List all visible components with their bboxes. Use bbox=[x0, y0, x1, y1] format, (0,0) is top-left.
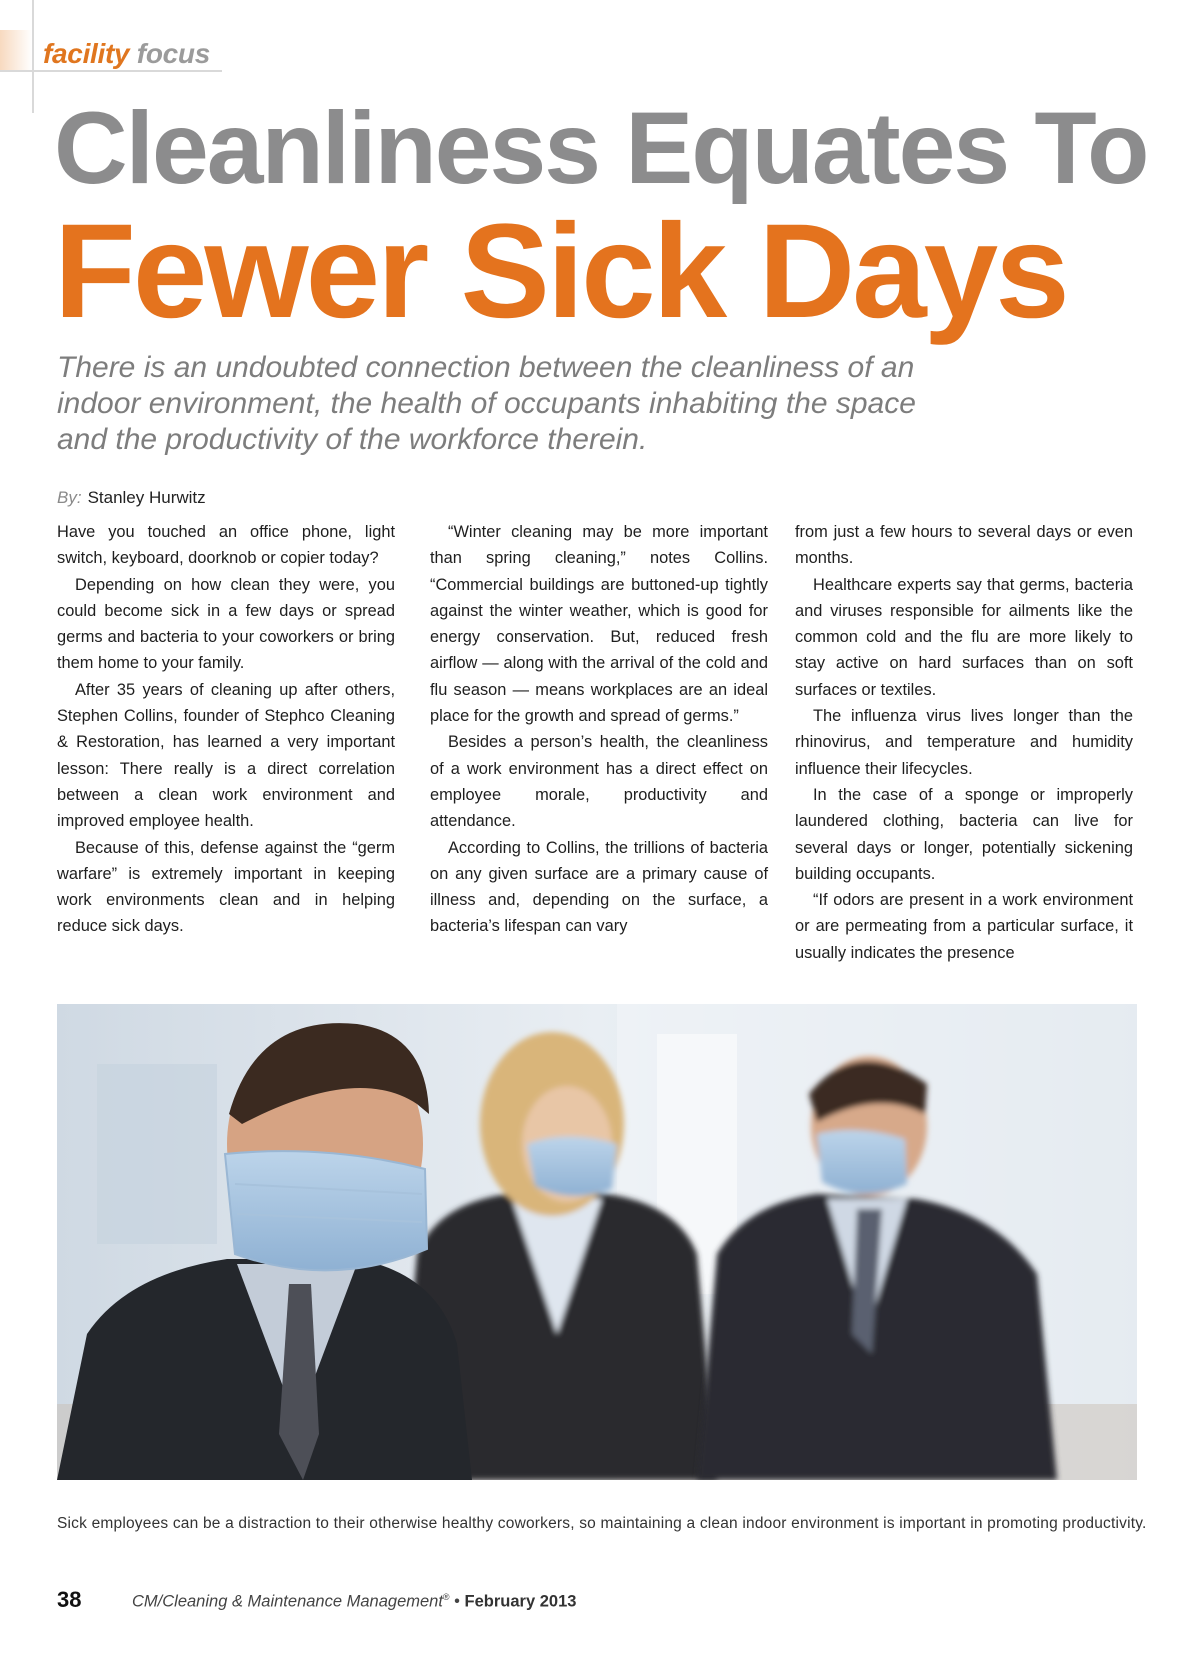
footer-separator: • bbox=[454, 1592, 460, 1611]
corner-accent-fade bbox=[0, 30, 32, 71]
section-label-word2: focus bbox=[136, 38, 210, 69]
paragraph: The influenza virus lives longer than the rhinovirus, and temperature and humidity influence their lifecycles. bbox=[795, 707, 1133, 778]
paragraph: from just a few hours to several days or even months. bbox=[795, 523, 1133, 568]
publication-footer bbox=[132, 1592, 576, 1612]
headline-line2: Fewer Sick Days bbox=[54, 197, 1067, 346]
byline-prefix: By: bbox=[57, 488, 82, 507]
byline-author: Stanley Hurwitz bbox=[87, 488, 206, 507]
paragraph: Have you touched an office phone, light switch, keyboard, doorknob or copier today? bbox=[57, 523, 395, 568]
paragraph: “Winter cleaning may be more important than spring cleaning,” notes Collins. “Commercial buildings are buttoned-up tightly against the winter weather, which is good for energy conservation. But, reduced fresh airflow — along with the arrival of the cold and flu season — means workplaces are an ideal place for the growth and spread of germs.” bbox=[430, 523, 768, 726]
headline-line1: Cleanliness Equates To bbox=[54, 91, 1148, 205]
registered-mark: ® bbox=[442, 1592, 450, 1602]
article-column-1 bbox=[57, 519, 395, 940]
corner-rule-vertical bbox=[32, 0, 34, 113]
section-label bbox=[43, 38, 210, 70]
article-deck: There is an undoubted connection between the cleanliness of an indoor environment, the health of occupants inhabiting the space and the productivity of the workforce therein. bbox=[57, 351, 916, 456]
photo-illustration bbox=[57, 1004, 1137, 1480]
section-label-word1: facility bbox=[43, 38, 130, 69]
issue-date: February 2013 bbox=[464, 1592, 577, 1611]
page-number: 38 bbox=[57, 1587, 82, 1612]
article-photo bbox=[57, 1004, 1137, 1480]
paragraph: Because of this, defense against the “germ warfare” is extremely important in keeping work environments clean and in helping reduce sick days. bbox=[57, 838, 395, 936]
paragraph: In the case of a sponge or improperly laundered clothing, bacteria can live for several days or longer, potentially sickening building occupants. bbox=[795, 785, 1133, 883]
article-column-2 bbox=[430, 519, 768, 940]
paragraph: Depending on how clean they were, you could become sick in a few days or spread germs and bacteria to your coworkers or bring them home to your family. bbox=[57, 575, 395, 673]
magazine-name: CM/Cleaning & Maintenance Management bbox=[132, 1592, 443, 1611]
paragraph: After 35 years of cleaning up after others, Stephen Collins, founder of Stephco Cleaning & Restoration, has learned a very important lesson: There really is a direct correlation between a clean work environment and improved employee health. bbox=[57, 680, 395, 831]
paragraph: According to Collins, the trillions of bacteria on any given surface are a primary cause of illness and, depending on the surface, a bacteria’s lifespan can vary bbox=[430, 838, 768, 936]
photo-caption: Sick employees can be a distraction to their otherwise healthy coworkers, so maintaining a clean indoor environment is important in promoting productivity. bbox=[57, 1515, 1147, 1532]
article-column-3 bbox=[795, 519, 1133, 966]
paragraph: Besides a person’s health, the cleanliness of a work environment has a direct effect on employee morale, productivity and attendance. bbox=[430, 733, 768, 831]
paragraph: “If odors are present in a work environment or are permeating from a particular surface, it usually indicates the presence bbox=[795, 891, 1133, 962]
byline bbox=[57, 488, 206, 508]
paragraph: Healthcare experts say that germs, bacteria and viruses responsible for ailments like the common cold and the flu are more likely to stay active on hard surfaces than on soft surfaces or textiles. bbox=[795, 575, 1133, 699]
corner-rule-horizontal bbox=[0, 70, 222, 72]
